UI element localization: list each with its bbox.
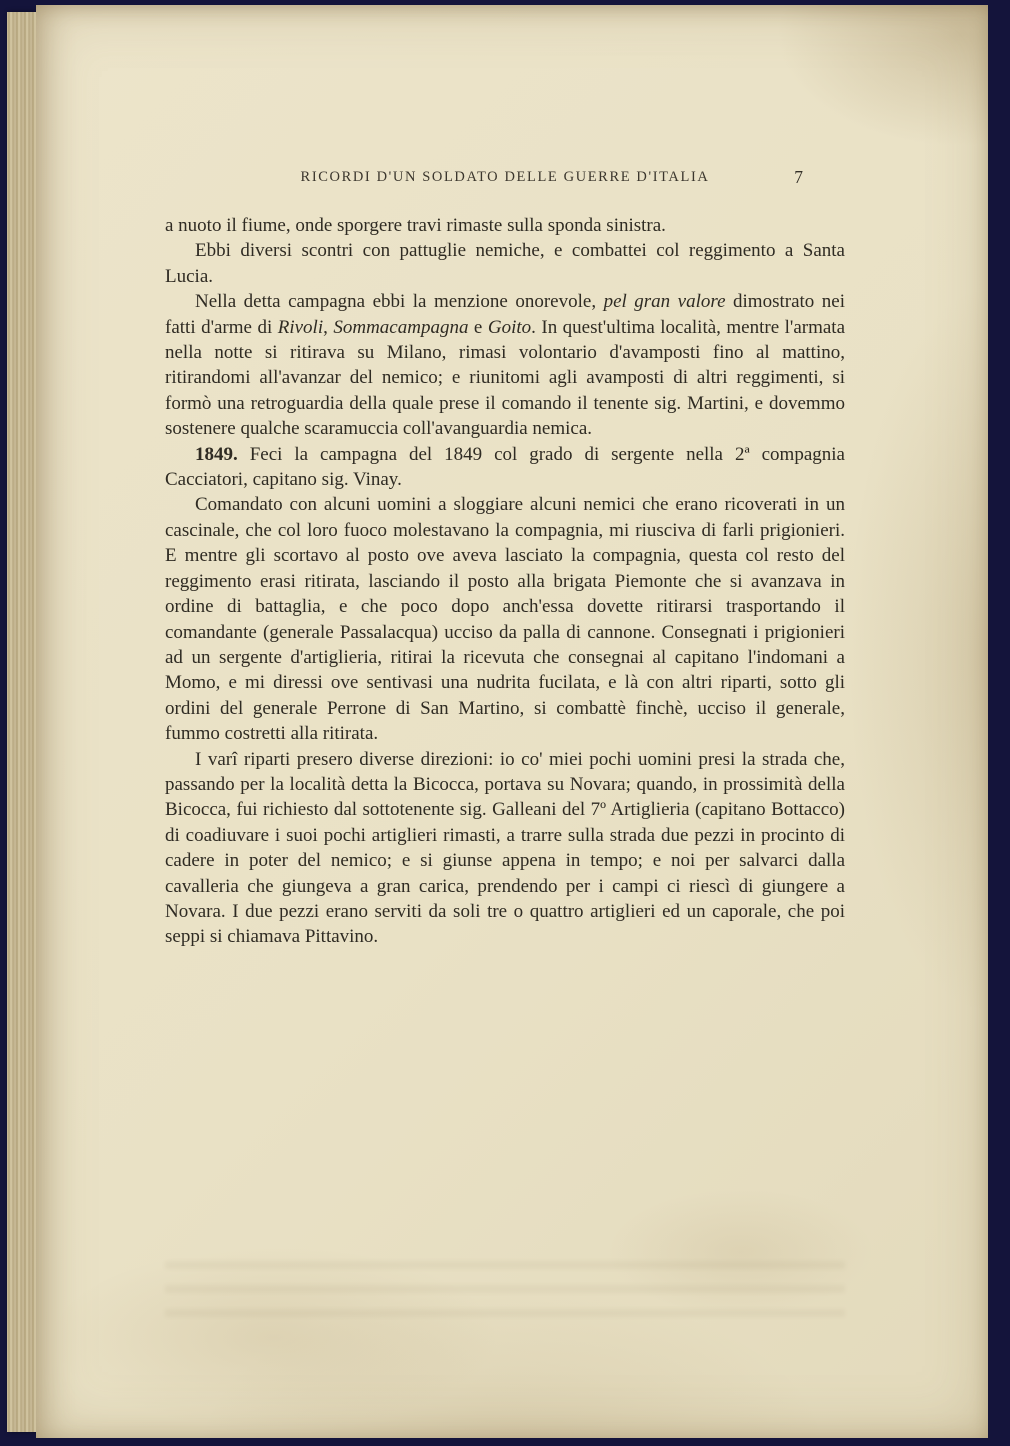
text-run: Ebbi diversi scontri con pattuglie nemiche, e combattei col reggimento a Santa Lucia. bbox=[165, 240, 845, 287]
text-run: Nella detta campagna ebbi la menzione onorevole, bbox=[195, 291, 604, 313]
running-title: RICORDI D'UN SOLDATO DELLE GUERRE D'ITALIA bbox=[300, 169, 710, 185]
text-run: Feci la campagna del 1849 col grado di sergente nella 2ª compagnia Cacciatori, capitano sig. Vinay. bbox=[165, 443, 845, 491]
text-run: dimostrato nei fatti d'arme di bbox=[165, 291, 845, 338]
text-run: , bbox=[323, 316, 334, 338]
text-run-italic: pel gran valore bbox=[603, 291, 726, 313]
page-header bbox=[165, 167, 845, 191]
text-run: a nuoto il fiume, onde sporgere travi rimaste sulla sponda sinistra. bbox=[165, 215, 666, 236]
paragraph bbox=[165, 213, 845, 238]
paragraph bbox=[165, 747, 845, 950]
paragraph bbox=[165, 442, 845, 493]
page-number: 7 bbox=[794, 167, 803, 187]
paragraph bbox=[165, 492, 845, 746]
text-run: e bbox=[468, 316, 488, 338]
text-run: . In quest'ultima località, mentre l'armata nella notte si ritirava su Milano, rimasi volontario d'avamposti fino al mattino, ritirandomi all'avanzar del nemico; e riunitomi agli avamposti di altri reggimenti, si formò una retroguardia della quale prese il comando il tenente sig. Martini, e dovemmo sostenere qualche scaramuccia coll'avanguardia nemica. bbox=[165, 316, 845, 440]
book-page bbox=[36, 5, 988, 1438]
text-run-italic: Rivoli bbox=[277, 316, 324, 338]
text-run: I varî riparti presero diverse direzioni: io co' miei pochi uomini presi la strada che, passando per la località detta la Bicocca, portava su Novara; quando, in prossimità della Bicocca, fui richiesto dal sottotenente sig. Galleani del 7º Artiglieria (capitano Bottacco) di coadiuvare i suoi pochi artiglieri rimasti, a trarre sulla strada due pezzi in procinto di cadere in poter del nemico; e si giunse appena in tempo; e noi per salvarci dalla cavalleria che giungeva a gran carica, prendendo per i campi ci riescì di giungere a Novara. I due pezzi erano serviti da soli tre o quattro artiglieri ed un caporale, che poi seppi si chiamava Pittavino. bbox=[165, 748, 845, 948]
text-run-bold: 1849. bbox=[195, 443, 238, 465]
paragraph bbox=[165, 238, 845, 289]
text-run-italic: Sommacampagna bbox=[333, 316, 469, 338]
page-body bbox=[165, 213, 845, 950]
text-run-italic: Goito bbox=[487, 316, 532, 338]
verso-bleed-through bbox=[165, 1254, 845, 1320]
paragraph bbox=[165, 289, 845, 441]
book-binding-page-edges bbox=[7, 12, 39, 1432]
text-run: Comandato con alcuni uomini a sloggiare alcuni nemici che erano ricoverati in un cascinale, che col loro fuoco molestavano la compagnia, mi riusciva di farli prigionieri. E mentre gli scortavo al posto ove aveva lasciato la compagnia, questa col resto del reggimento erasi ritirata, lasciando il posto alla brigata Piemonte che si avanzava in ordine di battaglia, e che poco dopo anch'essa dovette ritirarsi trasportando il comandante (generale Passalacqua) ucciso da palla di cannone. Consegnati i prigionieri ad un sergente d'artiglieria, ritirai la ricevuta che consegnai al capitano l'indomani a Momo, e mi diressi ove sentivasi una nudrita fucilata, e là con altri riparti, sotto gli ordini del generale Perrone di San Martino, si combattè finchè, ucciso il generale, fummo costretti alla ritirata. bbox=[165, 494, 845, 745]
